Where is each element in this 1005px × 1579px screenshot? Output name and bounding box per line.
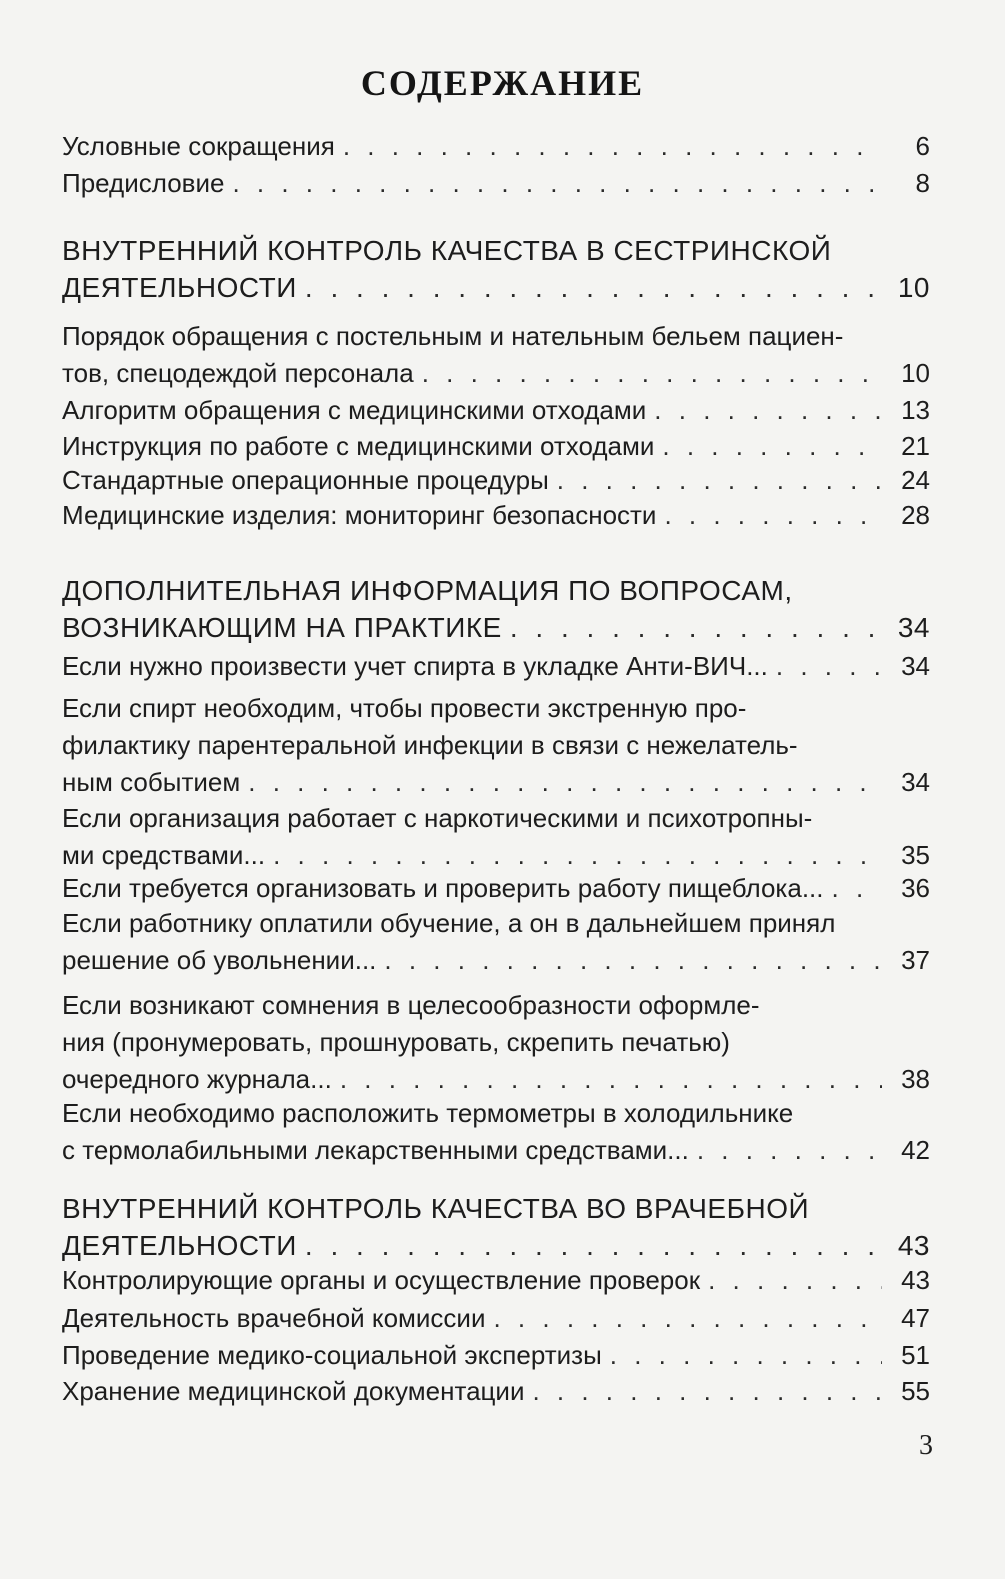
toc-entry	[62, 428, 930, 465]
toc-page-number: 24	[901, 465, 930, 495]
toc-entry-row	[62, 1061, 930, 1098]
toc-entry-line: ВОЗНИКАЮЩИМ НА ПРАКТИКЕ	[62, 612, 502, 643]
toc-page-number: 38	[901, 1064, 930, 1094]
toc-entry-row	[62, 128, 930, 165]
dot-leader	[273, 837, 882, 874]
dot-leader	[664, 497, 882, 534]
dot-leader	[662, 428, 882, 465]
toc-entry-line: тов, спецодеждой персонала	[62, 358, 414, 388]
toc-page-number: 42	[901, 1135, 930, 1165]
dot-leader	[248, 764, 882, 801]
dot-leader	[776, 648, 882, 685]
toc-entry	[62, 165, 930, 202]
toc-entry-line: Контролирующие органы и осуществление проверок	[62, 1265, 701, 1295]
toc-entry-row	[62, 942, 930, 979]
dot-leader	[832, 870, 882, 907]
toc-entry-line: очередного журнала...	[62, 1064, 332, 1094]
toc-entry	[62, 1337, 930, 1374]
toc-entry-line: ВНУТРЕННИЙ КОНТРОЛЬ КАЧЕСТВА ВО ВРАЧЕБНОЙ	[62, 1193, 810, 1224]
toc-entry-line: ми средствами...	[62, 840, 266, 870]
toc-entry	[62, 800, 930, 874]
toc-entry	[62, 318, 930, 392]
dot-leader	[557, 462, 882, 499]
toc-entry	[62, 690, 930, 801]
toc-entry-line: ДЕЯТЕЛЬНОСТИ	[62, 272, 297, 303]
toc-page-number: 47	[901, 1303, 930, 1333]
toc-section	[62, 572, 930, 646]
toc-entry-line: ВНУТРЕННИЙ КОНТРОЛЬ КАЧЕСТВА В СЕСТРИНСКОЙ	[62, 235, 832, 266]
toc-page-number: 10	[897, 272, 930, 303]
toc-section	[62, 232, 930, 306]
dot-leader	[305, 269, 882, 306]
page-title: СОДЕРЖАНИЕ	[360, 63, 645, 103]
dot-leader	[654, 392, 882, 429]
toc-entry-row	[62, 1227, 930, 1264]
dot-leader	[305, 1227, 882, 1264]
toc-entry-line: Если требуется организовать и проверить работу пищеблока...	[62, 873, 824, 903]
toc-entry	[62, 497, 930, 534]
toc-page-number: 43	[897, 1230, 930, 1261]
toc-entry-line: ным событием	[62, 767, 241, 797]
toc-entry-line: Хранение медицинской документации	[62, 1376, 525, 1406]
toc-entry	[62, 1095, 930, 1169]
dot-leader	[340, 1061, 882, 1098]
toc-entry	[62, 648, 930, 685]
toc-entry	[62, 1300, 930, 1337]
toc-entry	[62, 987, 930, 1098]
dot-leader	[510, 609, 882, 646]
toc-entry-line: ДЕЯТЕЛЬНОСТИ	[62, 1230, 297, 1261]
toc-entry-line: с термолабильными лекарственными средствами...	[62, 1135, 689, 1165]
toc-page-number: 55	[901, 1376, 930, 1406]
toc-entry-row	[62, 269, 930, 306]
toc-page-number: 37	[901, 945, 930, 975]
dot-leader	[343, 128, 882, 165]
toc-entry-row	[62, 764, 930, 801]
toc-entry-row	[62, 870, 930, 907]
toc-entry-row	[62, 609, 930, 646]
toc-entry-line: Алгоритм обращения с медицинскими отходами	[62, 395, 647, 425]
toc-entry-line: Если необходимо расположить термометры в холодильнике	[62, 1098, 794, 1128]
toc-entry-row	[62, 165, 930, 202]
toc-page-number: 34	[901, 651, 930, 681]
toc-entry-line: ния (пронумеровать, прошнуровать, скрепить печатью)	[62, 1027, 730, 1057]
toc-page-number: 10	[901, 358, 930, 388]
page-number: 3	[919, 1430, 933, 1461]
toc-entry-line: Условные сокращения	[62, 131, 335, 161]
toc-entry-line: Порядок обращения с постельным и нательным бельем пациен-	[62, 321, 844, 351]
toc-entry-line: Если организация работает с наркотическими и психотропны-	[62, 803, 813, 833]
toc-page-number: 34	[897, 612, 930, 643]
toc-page-number: 51	[901, 1340, 930, 1370]
dot-leader	[384, 942, 882, 979]
toc-entry-line: Инструкция по работе с медицинскими отходами	[62, 431, 655, 461]
toc-entry-line: Если спирт необходим, чтобы провести экстренную про-	[62, 693, 747, 723]
toc-entry-row	[62, 648, 930, 685]
dot-leader	[697, 1132, 882, 1169]
toc-entry-row	[62, 1132, 930, 1169]
toc-entry-row	[62, 1337, 930, 1374]
toc-page-number: 13	[901, 395, 930, 425]
toc-entry	[62, 462, 930, 499]
toc-entry	[62, 870, 930, 907]
toc-entry-row	[62, 497, 930, 534]
dot-leader	[708, 1262, 882, 1299]
toc-entry-line: Если нужно произвести учет спирта в укладке Анти-ВИЧ...	[62, 651, 768, 681]
toc-entry	[62, 1373, 930, 1410]
toc-page-number: 6	[915, 131, 930, 161]
dot-leader	[532, 1373, 882, 1410]
toc-entry-line: Медицинские изделия: мониторинг безопасности	[62, 500, 657, 530]
toc-entry-row	[62, 1373, 930, 1410]
toc-entry-row	[62, 462, 930, 499]
toc-entry-line: Предисловие	[62, 168, 225, 198]
toc-entry-line: Если работнику оплатили обучение, а он в дальнейшем принял	[62, 908, 836, 938]
toc-page-number: 36	[901, 873, 930, 903]
toc-entry-line: Проведение медико-социальной экспертизы	[62, 1340, 602, 1370]
toc-entry-row	[62, 392, 930, 429]
toc-entry-row	[62, 837, 930, 874]
toc-page-number: 34	[901, 767, 930, 797]
toc-entry-row	[62, 1300, 930, 1337]
toc-page-number: 21	[901, 431, 930, 461]
toc-entry	[62, 128, 930, 165]
toc-page-number: 35	[901, 840, 930, 870]
toc-entry	[62, 1262, 930, 1299]
toc-entry-line: Деятельность врачебной комиссии	[62, 1303, 486, 1333]
toc-page-number: 43	[901, 1265, 930, 1295]
dot-leader	[422, 355, 882, 392]
toc-entry-row	[62, 355, 930, 392]
toc-entry-row	[62, 1262, 930, 1299]
toc-entry-row	[62, 428, 930, 465]
toc-entry	[62, 392, 930, 429]
toc-entry-line: ДОПОЛНИТЕЛЬНАЯ ИНФОРМАЦИЯ ПО ВОПРОСАМ,	[62, 575, 793, 606]
toc-page-number: 8	[915, 168, 930, 198]
toc-page-number: 28	[901, 500, 930, 530]
toc-entry	[62, 905, 930, 979]
toc-entry-line: филактику парентеральной инфекции в связи с нежелатель-	[62, 730, 798, 760]
dot-leader	[610, 1337, 882, 1374]
toc-section	[62, 1190, 930, 1264]
toc-entry-line: решение об увольнении...	[62, 945, 377, 975]
dot-leader	[232, 165, 882, 202]
dot-leader	[493, 1300, 882, 1337]
toc-entry-line: Если возникают сомнения в целесообразности оформле-	[62, 990, 760, 1020]
toc-entry-line: Стандартные операционные процедуры	[62, 465, 549, 495]
